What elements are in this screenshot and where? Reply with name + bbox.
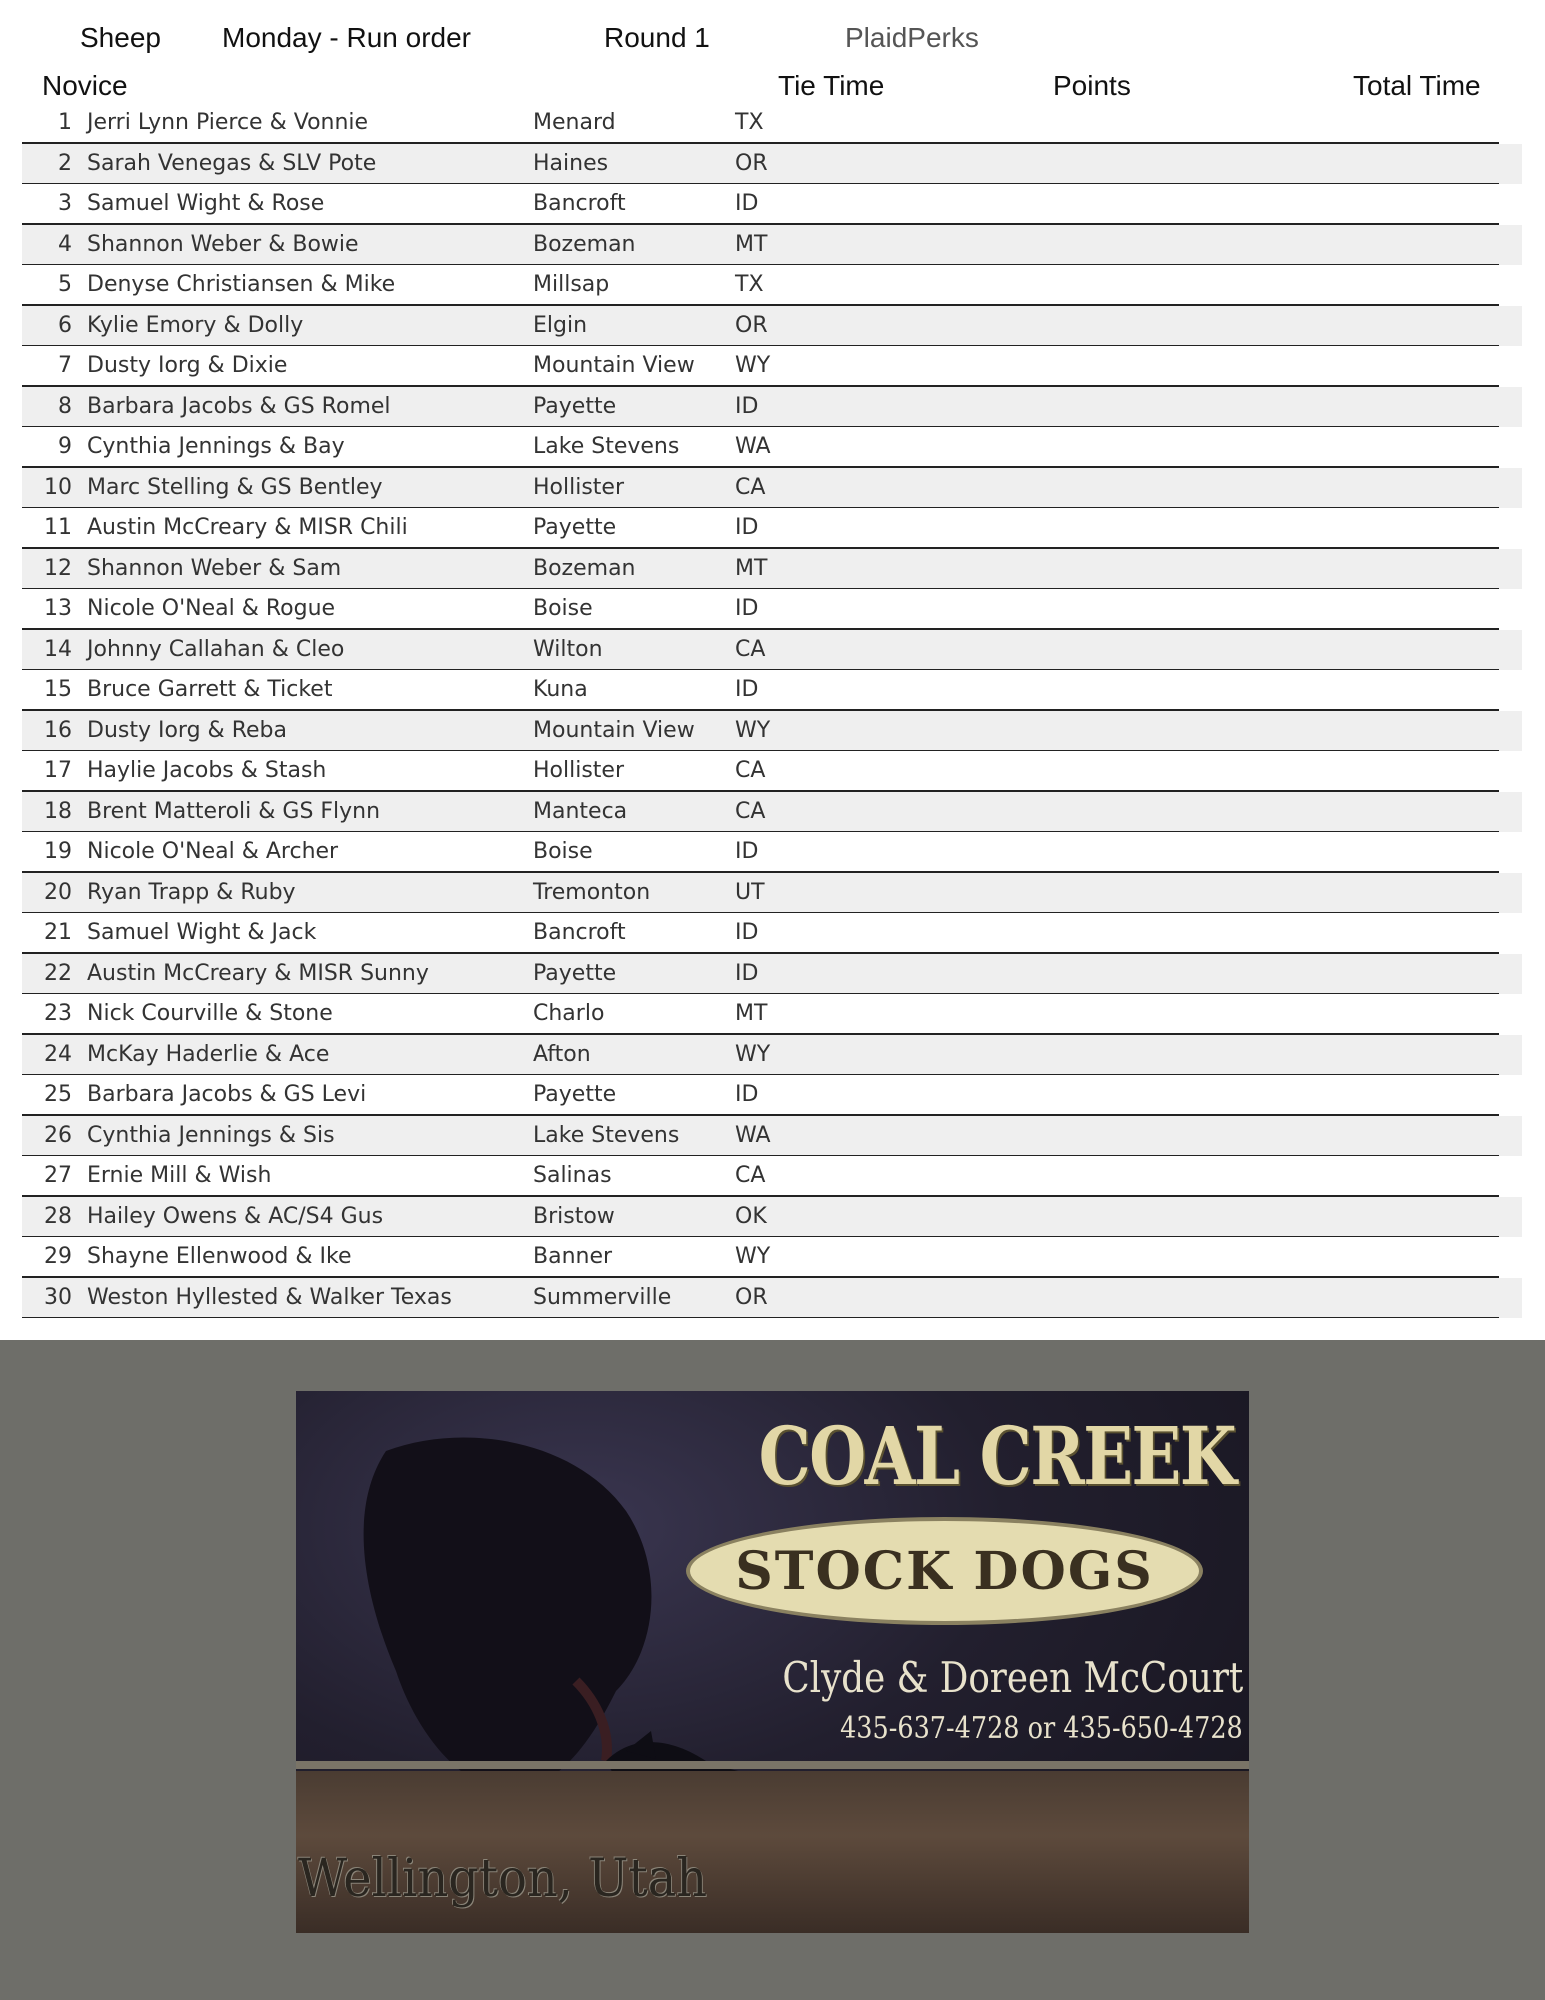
state: CA: [735, 474, 766, 500]
run-number: 5: [58, 272, 72, 297]
table-row: [22, 184, 1522, 225]
city: Bristow: [533, 1203, 615, 1229]
run-number: 26: [44, 1122, 72, 1148]
state: OR: [735, 312, 768, 338]
city: Payette: [533, 393, 617, 419]
table-row: [22, 1197, 1522, 1238]
table-row: [22, 549, 1522, 590]
animal-label: Sheep: [80, 22, 161, 53]
city: Afton: [533, 1041, 591, 1067]
table-row: [22, 751, 1522, 792]
ad-title-line2: STOCK DOGS: [735, 1541, 1154, 1602]
state: CA: [735, 758, 766, 783]
handler-dog: Jerri Lynn Pierce & Vonnie: [87, 110, 369, 135]
state: WY: [735, 1041, 771, 1067]
handler-dog: Cynthia Jennings & Sis: [87, 1122, 335, 1148]
run-number: 20: [44, 879, 72, 905]
sponsor-footer: [0, 1340, 1545, 2000]
city: Payette: [533, 960, 617, 986]
handler-dog: Nicole O'Neal & Rogue: [87, 596, 336, 621]
state: ID: [735, 960, 759, 986]
run-number: 19: [44, 839, 72, 864]
run-number: 12: [44, 555, 72, 581]
run-number: 10: [44, 474, 72, 500]
state: CA: [735, 798, 766, 824]
handler-dog: Hailey Owens & AC/S4 Gus: [87, 1203, 384, 1229]
sponsor-label: PlaidPerks: [845, 22, 979, 53]
handler-dog: Austin McCreary & MISR Chili: [87, 515, 408, 540]
table-row: [22, 103, 1522, 144]
table-row: [22, 832, 1522, 873]
state: UT: [735, 879, 765, 905]
table-row: [22, 711, 1522, 752]
run-number: 27: [44, 1163, 72, 1188]
city: Menard: [533, 110, 616, 135]
table-row: [22, 144, 1522, 185]
run-number: 7: [58, 353, 72, 378]
handler-dog: Barbara Jacobs & GS Romel: [87, 393, 391, 419]
city: Elgin: [533, 312, 588, 338]
state: ID: [735, 677, 759, 702]
city: Payette: [533, 515, 617, 540]
table-row: [22, 1035, 1522, 1076]
city: Bozeman: [533, 555, 636, 581]
city: Charlo: [533, 1001, 605, 1026]
handler-dog: Nicole O'Neal & Archer: [87, 839, 339, 864]
class-heading: Novice: [42, 70, 128, 101]
state: ID: [735, 393, 759, 419]
ad-title-line1: COAL CREEK: [758, 1409, 1235, 1503]
state: ID: [735, 1082, 759, 1107]
city: Boise: [533, 596, 593, 621]
table-row: [22, 589, 1522, 630]
table-row: [22, 913, 1522, 954]
tie-time-heading: Tie Time: [778, 70, 885, 101]
table-row: [22, 468, 1522, 509]
table-row: [22, 1075, 1522, 1116]
handler-dog: Dusty Iorg & Dixie: [87, 353, 288, 378]
handler-dog: Denyse Christiansen & Mike: [87, 272, 396, 297]
run-number: 8: [58, 393, 72, 419]
run-number: 15: [44, 677, 72, 702]
ad-location: Wellington, Utah: [298, 1849, 708, 1909]
state: TX: [735, 110, 764, 135]
run-number: 6: [58, 312, 72, 338]
handler-dog: Kylie Emory & Dolly: [87, 312, 304, 338]
state: MT: [735, 555, 768, 581]
ad-phones: 435-637-4728 or 435-650-4728: [840, 1711, 1243, 1746]
state: WY: [735, 353, 771, 378]
table-row: [22, 427, 1522, 468]
run-number: 9: [58, 434, 72, 459]
run-number: 17: [44, 758, 72, 783]
table-row: [22, 1116, 1522, 1157]
table-row: [22, 873, 1522, 914]
run-number: 29: [44, 1244, 72, 1269]
city: Boise: [533, 839, 593, 864]
run-number: 18: [44, 798, 72, 824]
handler-dog: Ryan Trapp & Ruby: [87, 879, 296, 905]
state: CA: [735, 1163, 766, 1188]
fence-rail: [296, 1761, 1249, 1769]
city: Salinas: [533, 1163, 612, 1188]
table-row: [22, 630, 1522, 671]
state: WY: [735, 1244, 771, 1269]
state: OR: [735, 150, 768, 176]
handler-dog: Weston Hyllested & Walker Texas: [87, 1284, 452, 1310]
run-number: 11: [44, 515, 72, 540]
handler-dog: Samuel Wight & Rose: [87, 191, 325, 216]
run-number: 25: [44, 1082, 72, 1107]
handler-dog: Ernie Mill & Wish: [87, 1163, 272, 1188]
handler-dog: Samuel Wight & Jack: [87, 920, 317, 945]
city: Manteca: [533, 798, 628, 824]
round-label: Round 1: [604, 22, 710, 53]
day-label: Monday - Run order: [222, 22, 472, 53]
city: Kuna: [533, 677, 588, 702]
handler-dog: McKay Haderlie & Ace: [87, 1041, 330, 1067]
state: ID: [735, 515, 759, 540]
city: Lake Stevens: [533, 1122, 680, 1148]
run-number: 2: [58, 150, 72, 176]
ad-owners: Clyde & Doreen McCourt: [782, 1653, 1243, 1702]
handler-dog: Johnny Callahan & Cleo: [87, 636, 345, 662]
city: Wilton: [533, 636, 603, 662]
city: Summerville: [533, 1284, 672, 1310]
city: Banner: [533, 1244, 613, 1269]
city: Payette: [533, 1082, 617, 1107]
state: WY: [735, 717, 771, 743]
state: MT: [735, 1001, 768, 1026]
table-row: [22, 792, 1522, 833]
table-row: [22, 1278, 1522, 1319]
table-row: [22, 670, 1522, 711]
table-row: [22, 1156, 1522, 1197]
run-number: 3: [58, 191, 72, 216]
table-row: [22, 387, 1522, 428]
state: ID: [735, 839, 759, 864]
handler-dog: Haylie Jacobs & Stash: [87, 758, 327, 783]
handler-dog: Bruce Garrett & Ticket: [87, 677, 333, 702]
run-number: 28: [44, 1203, 72, 1229]
handler-dog: Marc Stelling & GS Bentley: [87, 474, 383, 500]
state: WA: [735, 434, 771, 459]
state: ID: [735, 920, 759, 945]
column-headers: [0, 66, 1545, 106]
state: TX: [735, 272, 764, 297]
city: Millsap: [533, 272, 610, 297]
run-number: 14: [44, 636, 72, 662]
state: MT: [735, 231, 768, 257]
city: Bancroft: [533, 920, 626, 945]
run-order-header: [0, 0, 1545, 62]
table-row: [22, 346, 1522, 387]
run-order-table: [22, 103, 1522, 1318]
state: ID: [735, 191, 759, 216]
total-time-heading: Total Time: [1353, 70, 1481, 101]
state: CA: [735, 636, 766, 662]
handler-dog: Shayne Ellenwood & Ike: [87, 1244, 352, 1269]
handler-dog: Sarah Venegas & SLV Pote: [87, 150, 377, 176]
run-number: 1: [58, 110, 72, 135]
table-row: [22, 306, 1522, 347]
city: Mountain View: [533, 353, 695, 378]
coal-creek-ad-card: [296, 1391, 1249, 1933]
ad-title-oval: [686, 1517, 1203, 1625]
handler-dog: Austin McCreary & MISR Sunny: [87, 960, 429, 986]
table-row: [22, 1237, 1522, 1278]
state: OR: [735, 1284, 768, 1310]
handler-dog: Barbara Jacobs & GS Levi: [87, 1082, 367, 1107]
run-number: 24: [44, 1041, 72, 1067]
state: OK: [735, 1203, 767, 1229]
city: Lake Stevens: [533, 434, 680, 459]
run-number: 21: [44, 920, 72, 945]
run-number: 30: [44, 1284, 72, 1310]
handler-dog: Cynthia Jennings & Bay: [87, 434, 345, 459]
table-row: [22, 994, 1522, 1035]
table-row: [22, 225, 1522, 266]
city: Hollister: [533, 758, 625, 783]
run-number: 13: [44, 596, 72, 621]
run-number: 22: [44, 960, 72, 986]
city: Hollister: [533, 474, 625, 500]
state: WA: [735, 1122, 771, 1148]
city: Bancroft: [533, 191, 626, 216]
city: Bozeman: [533, 231, 636, 257]
handler-dog: Shannon Weber & Sam: [87, 555, 342, 581]
table-row: [22, 508, 1522, 549]
handler-dog: Brent Matteroli & GS Flynn: [87, 798, 381, 824]
city: Mountain View: [533, 717, 695, 743]
points-heading: Points: [1053, 70, 1131, 101]
run-number: 23: [44, 1001, 72, 1026]
run-number: 16: [44, 717, 72, 743]
table-row: [22, 265, 1522, 306]
table-row: [22, 954, 1522, 995]
handler-dog: Dusty Iorg & Reba: [87, 717, 287, 743]
state: ID: [735, 596, 759, 621]
city: Tremonton: [533, 879, 651, 905]
handler-dog: Shannon Weber & Bowie: [87, 231, 359, 257]
city: Haines: [533, 150, 609, 176]
handler-dog: Nick Courville & Stone: [87, 1001, 333, 1026]
run-number: 4: [58, 231, 72, 257]
